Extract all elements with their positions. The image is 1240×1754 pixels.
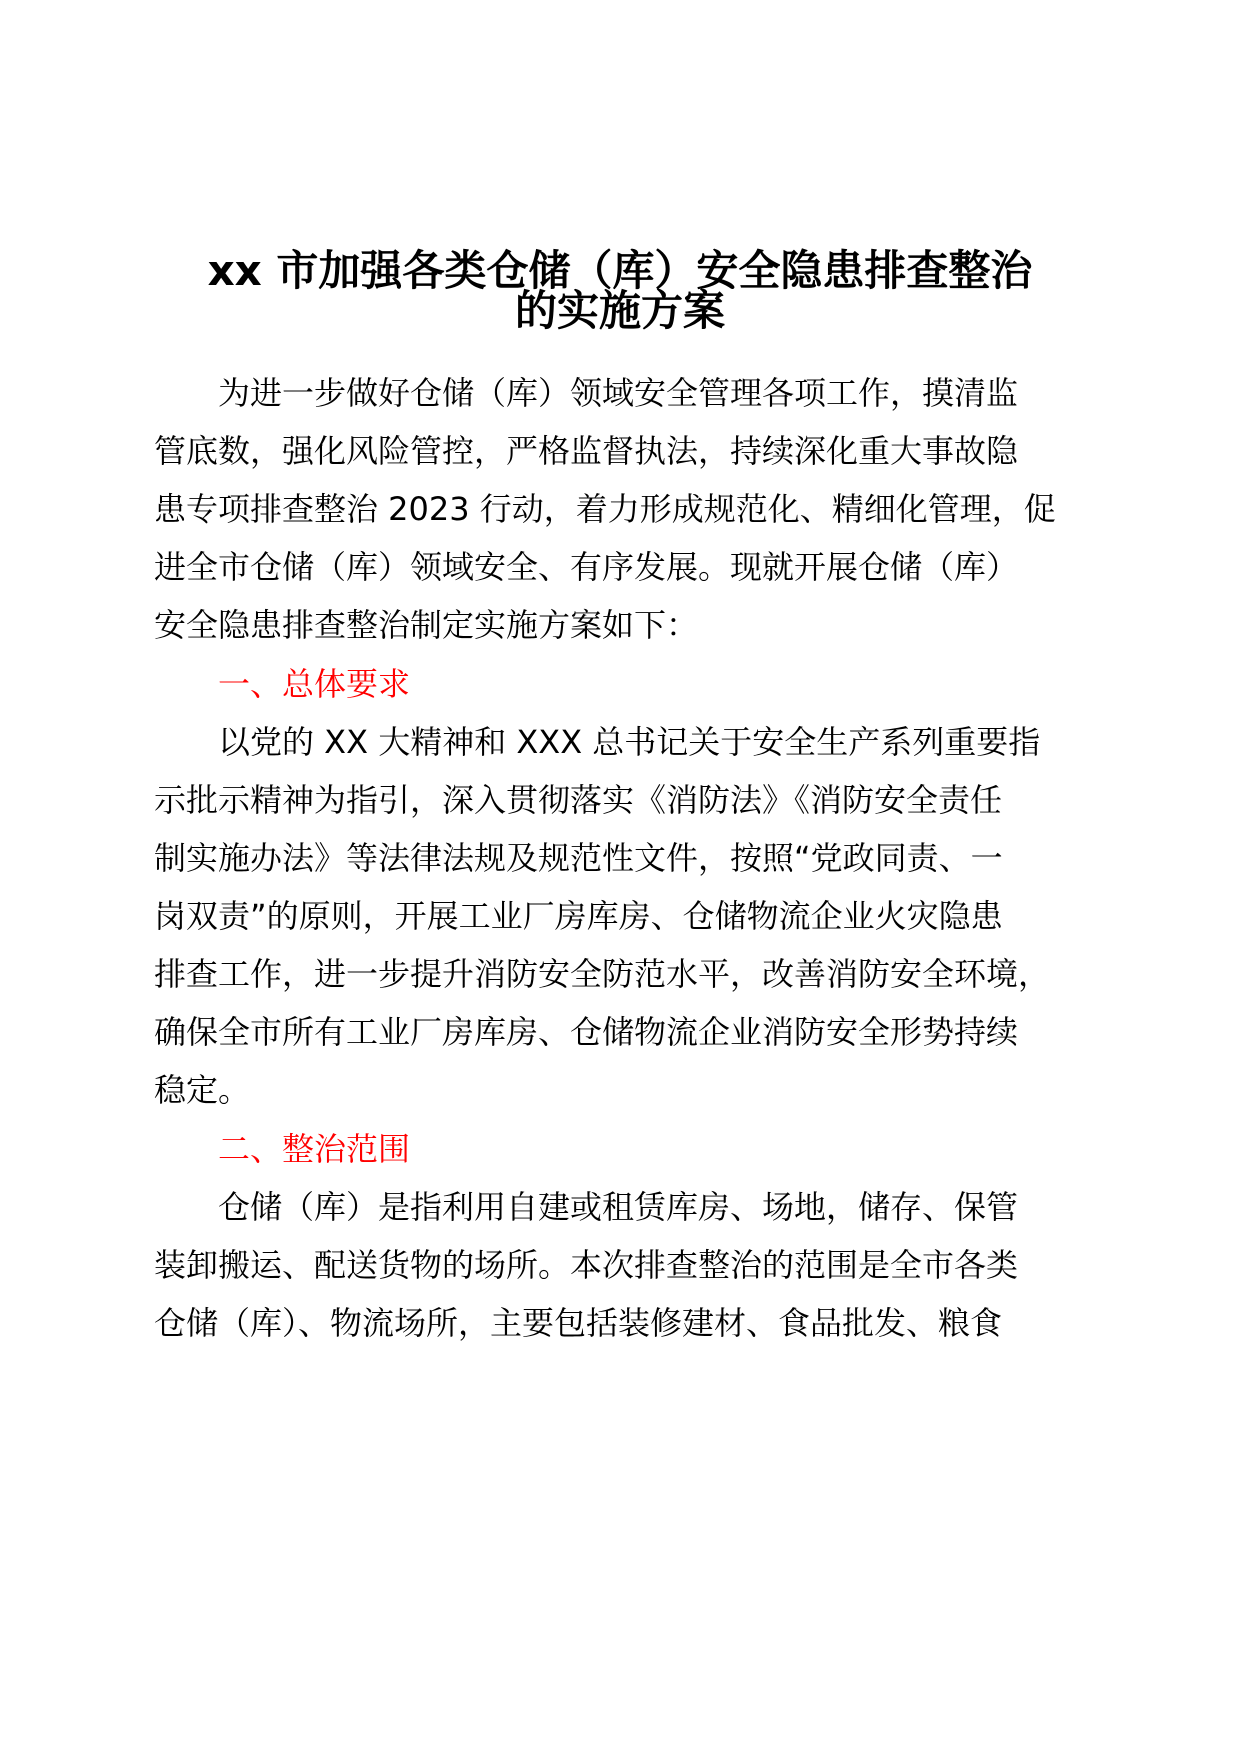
document-title-line-1: xx 市加强各类仓储（库）安全隐患排查整治 [207, 246, 1033, 295]
intro-paragraph-line: 患专项排查整治 2023 行动，着力形成规范化、精细化管理，促 [154, 490, 1056, 528]
section2-paragraph-line: 仓储（库）、物流场所，主要包括装修建材、食品批发、粮食 [154, 1304, 1003, 1342]
section-heading-scope: 二、整治范围 [218, 1130, 411, 1168]
intro-paragraph-line: 管底数，强化风险管控，严格监督执法，持续深化重大事故隐 [154, 432, 1019, 470]
section1-paragraph-line: 示批示精神为指引，深入贯彻落实《消防法》《消防安全责任 [154, 781, 1003, 819]
section1-paragraph-line: 岗双责”的原则，开展工业厂房库房、仓储物流企业火灾隐患 [154, 897, 1003, 935]
section1-paragraph-line: 排查工作，进一步提升消防安全防范水平，改善消防安全环境， [154, 955, 1051, 993]
intro-paragraph-line: 为进一步做好仓储（库）领域安全管理各项工作，摸清监 [218, 374, 1019, 412]
section1-paragraph-line: 确保全市所有工业厂房库房、仓储物流企业消防安全形势持续 [154, 1013, 1019, 1051]
section-heading-general-requirements: 一、总体要求 [218, 665, 411, 703]
section2-paragraph-line: 装卸搬运、配送货物的场所。本次排查整治的范围是全市各类 [154, 1246, 1019, 1284]
intro-paragraph-line: 进全市仓储（库）领域安全、有序发展。现就开展仓储（库） [154, 548, 1019, 586]
section1-paragraph-line: 以党的 XX 大精神和 XXX 总书记关于安全生产系列重要指 [218, 723, 1041, 761]
section1-paragraph-line: 稳定。 [154, 1071, 251, 1109]
section2-paragraph-line: 仓储（库）是指利用自建或租赁库房、场地，储存、保管 [218, 1188, 1019, 1226]
document-title-line-2: 的实施方案 [514, 286, 725, 335]
section1-paragraph-line: 制实施办法》等法律法规及规范性文件，按照“党政同责、一 [154, 839, 1003, 877]
intro-paragraph-line: 安全隐患排查整治制定实施方案如下： [154, 606, 699, 644]
